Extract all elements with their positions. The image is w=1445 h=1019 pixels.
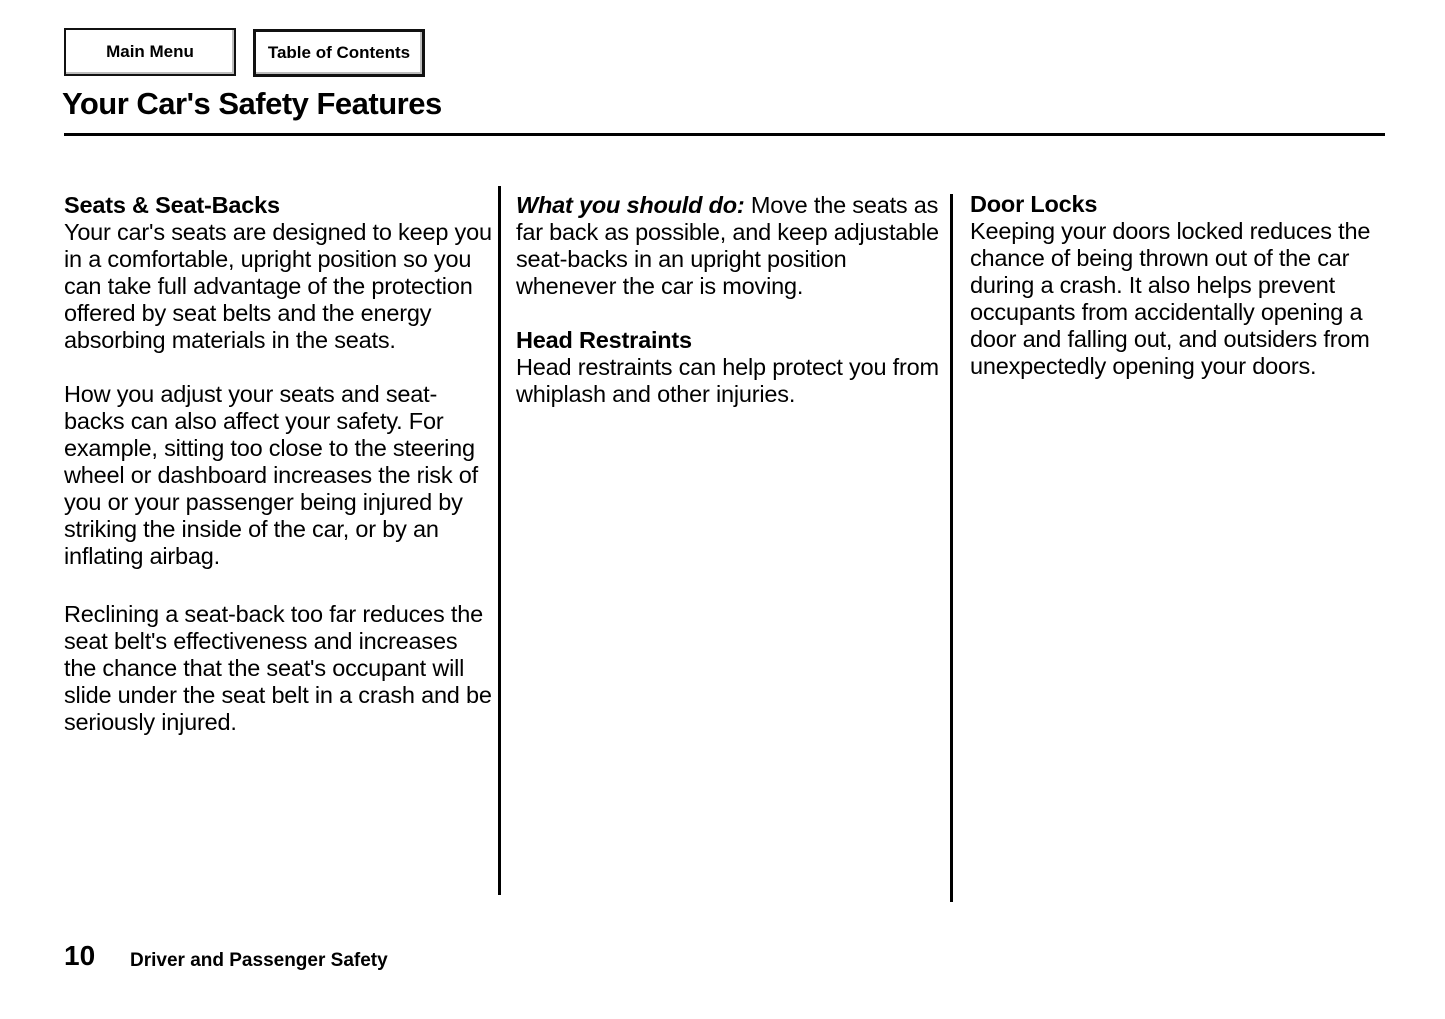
table-of-contents-button[interactable]: Table of Contents	[253, 29, 425, 77]
head-restraints-heading: Head Restraints	[516, 327, 692, 353]
paragraph-spacer	[64, 570, 494, 597]
seats-paragraph-2: How you adjust your seats and seat-backs can also affect your safety. For example, sitting too close to the steering wheel or dashboard increases the risk of you or your passenger being injured by striking the inside of the car, or by an inflating airbag.	[64, 381, 478, 569]
door-locks-paragraph: Keeping your doors locked reduces the chance of being thrown out of the car during a crash. It also helps prevent occupants from accidentally opening a door and falling out, and outsiders from unexpectedly opening your doors.	[970, 218, 1371, 379]
title-rule-divider	[64, 133, 1385, 136]
page-number: 10	[64, 940, 96, 971]
what-to-do-paragraph	[516, 192, 946, 300]
door-locks-section	[970, 191, 1410, 380]
seats-paragraph-1: Your car's seats are designed to keep you in a comfortable, upright position so you can take full advantage of the protection offered by seat belts and the energy absorbing materials in the seats.	[64, 219, 492, 353]
page-title: Your Car's Safety Features	[62, 86, 442, 121]
footer-section-title: Driver and Passenger Safety	[130, 950, 388, 971]
seats-heading: Seats & Seat-Backs	[64, 192, 280, 218]
seats-paragraph-3: Reclining a seat-back too far reduces the seat belt's effectiveness and increases the chance that the seat's occupant will slide under the seat belt in a crash and be seriously injured.	[64, 601, 492, 735]
what-to-do-lead: What you should do:	[516, 192, 745, 218]
paragraph-spacer	[64, 354, 494, 381]
door-locks-heading: Door Locks	[970, 191, 1098, 217]
head-restraints-paragraph: Head restraints can help protect you from whiplash and other injuries.	[516, 354, 939, 407]
what-to-do-text: Move the seats as far back as possible, and keep adjustable seat-backs in an upright position whenever the car is moving.	[516, 192, 939, 299]
seats-section	[64, 192, 494, 736]
main-menu-button[interactable]: Main Menu	[64, 28, 236, 76]
column-divider	[498, 186, 501, 895]
recommendations-section	[516, 192, 946, 408]
paragraph-spacer	[516, 300, 946, 327]
column-divider	[950, 194, 953, 902]
